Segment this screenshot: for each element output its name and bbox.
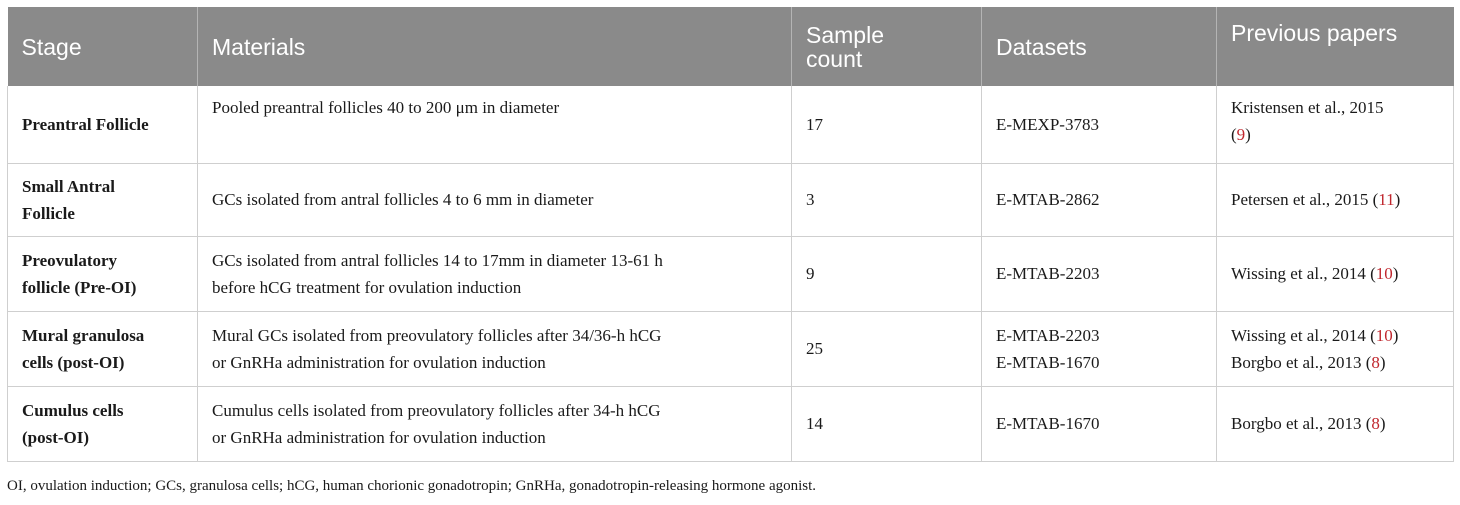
cell-sample-count: 17	[792, 86, 982, 163]
paper-citation-close: )	[1392, 325, 1399, 345]
cell-stage	[8, 86, 198, 163]
cell-stage	[8, 236, 198, 311]
table-header	[8, 7, 1454, 86]
paper-citation-text: Borgbo et al., 2013 (	[1231, 414, 1372, 433]
cell-materials-line: GCs isolated from antral follicles 4 to 6 mm in diameter	[212, 190, 594, 209]
cell-materials-line: or GnRHa administration for ovulation induction	[212, 427, 546, 447]
table-row	[8, 386, 1454, 461]
cell-datasets	[982, 86, 1217, 163]
paper-citation	[1231, 322, 1445, 349]
cell-datasets-line: E-MTAB-2203	[996, 264, 1100, 283]
table-row	[8, 86, 1454, 163]
cell-materials	[198, 311, 792, 386]
cell-materials	[198, 86, 792, 163]
reference-link[interactable]: 11	[1378, 190, 1395, 209]
table-row	[8, 163, 1454, 236]
cell-stage-line: Cumulus cells	[22, 400, 124, 420]
header-row	[8, 7, 1454, 86]
cell-datasets-line: E-MTAB-2862	[996, 190, 1100, 209]
paper-citation-close: )	[1379, 414, 1386, 433]
cell-datasets-line: E-MTAB-1670	[996, 414, 1100, 433]
cell-previous-papers	[1217, 163, 1454, 236]
cell-sample-count: 14	[792, 386, 982, 461]
table-container	[7, 7, 1453, 462]
header-sample-count-line1: Sample	[806, 21, 884, 48]
cell-datasets	[982, 311, 1217, 386]
cell-sample-count: 3	[792, 163, 982, 236]
paper-citation-close: )	[1245, 125, 1251, 144]
table-row	[8, 236, 1454, 311]
paper-citation-text: Wissing et al., 2014 (	[1231, 264, 1376, 283]
cell-stage-line: Small Antral	[22, 176, 116, 196]
cell-datasets	[982, 236, 1217, 311]
paper-citation	[1231, 94, 1445, 121]
cell-materials-line: before hCG treatment for ovulation induction	[212, 277, 522, 297]
data-table	[7, 7, 1454, 462]
paper-citation-text: Wissing et al., 2014 (	[1231, 325, 1376, 345]
paper-citation	[1231, 260, 1445, 287]
cell-previous-papers	[1217, 86, 1454, 163]
cell-materials	[198, 163, 792, 236]
cell-stage	[8, 386, 198, 461]
cell-materials-line: Mural GCs isolated from preovulatory follicles after 34/36-h hCG	[212, 325, 662, 345]
cell-sample-count: 9	[792, 236, 982, 311]
cell-previous-papers	[1217, 236, 1454, 311]
paper-citation-text: Petersen et al., 2015 (	[1231, 190, 1379, 209]
cell-previous-papers	[1217, 311, 1454, 386]
cell-sample-count: 25	[792, 311, 982, 386]
cell-datasets	[982, 163, 1217, 236]
header-previous-papers: Previous papers	[1217, 7, 1454, 86]
cell-stage	[8, 311, 198, 386]
reference-link[interactable]: 8	[1371, 414, 1380, 433]
cell-previous-papers	[1217, 386, 1454, 461]
cell-materials	[198, 386, 792, 461]
header-materials: Materials	[198, 7, 792, 86]
cell-materials-line: Pooled preantral follicles 40 to 200 μm in diameter	[212, 98, 560, 117]
header-datasets: Datasets	[982, 7, 1217, 86]
cell-datasets-line: E-MTAB-2203	[996, 325, 1100, 345]
paper-citation-close: )	[1379, 352, 1386, 372]
paper-citation-text: Kristensen et al., 2015	[1231, 98, 1384, 117]
cell-stage-line: (post-OI)	[22, 427, 90, 447]
paper-citation-close: )	[1392, 264, 1399, 283]
paper-citation	[1231, 121, 1445, 148]
paper-citation	[1231, 349, 1445, 376]
header-sample-count-line2: count	[806, 45, 863, 72]
cell-materials-line: GCs isolated from antral follicles 14 to 17mm in diameter 13-61 h	[212, 250, 663, 270]
cell-stage-line: Follicle	[22, 203, 75, 223]
cell-stage-line: follicle (Pre-OI)	[22, 277, 137, 297]
reference-link[interactable]: 10	[1375, 325, 1393, 345]
table-footnote: OI, ovulation induction; GCs, granulosa cells; hCG, human chorionic gonadotropin; GnRHa, gonadotropin-releasing hormone agonist.	[7, 478, 817, 494]
cell-datasets-line: E-MTAB-1670	[996, 352, 1100, 372]
cell-datasets	[982, 386, 1217, 461]
table-body	[8, 86, 1454, 461]
cell-datasets-line: E-MEXP-3783	[996, 114, 1099, 134]
cell-materials	[198, 236, 792, 311]
cell-stage-line: Preovulatory	[22, 250, 118, 270]
cell-materials-line: or GnRHa administration for ovulation induction	[212, 352, 546, 372]
paper-citation-close: )	[1394, 190, 1401, 209]
cell-materials-line: Cumulus cells isolated from preovulatory follicles after 34-h hCG	[212, 400, 661, 420]
cell-stage-line: Mural granulosa	[22, 325, 145, 345]
header-sample-count	[792, 7, 982, 86]
reference-link[interactable]: 10	[1375, 264, 1393, 283]
reference-link[interactable]: 8	[1371, 352, 1380, 372]
reference-link[interactable]: 9	[1236, 125, 1246, 144]
cell-stage	[8, 163, 198, 236]
table-row	[8, 311, 1454, 386]
paper-citation-text: (	[1231, 125, 1237, 144]
cell-stage-line: cells (post-OI)	[22, 352, 125, 372]
paper-citation	[1231, 410, 1445, 437]
cell-stage-line: Preantral Follicle	[22, 114, 149, 134]
paper-citation	[1231, 186, 1445, 213]
paper-citation-text: Borgbo et al., 2013 (	[1231, 352, 1372, 372]
header-stage: Stage	[8, 7, 198, 86]
